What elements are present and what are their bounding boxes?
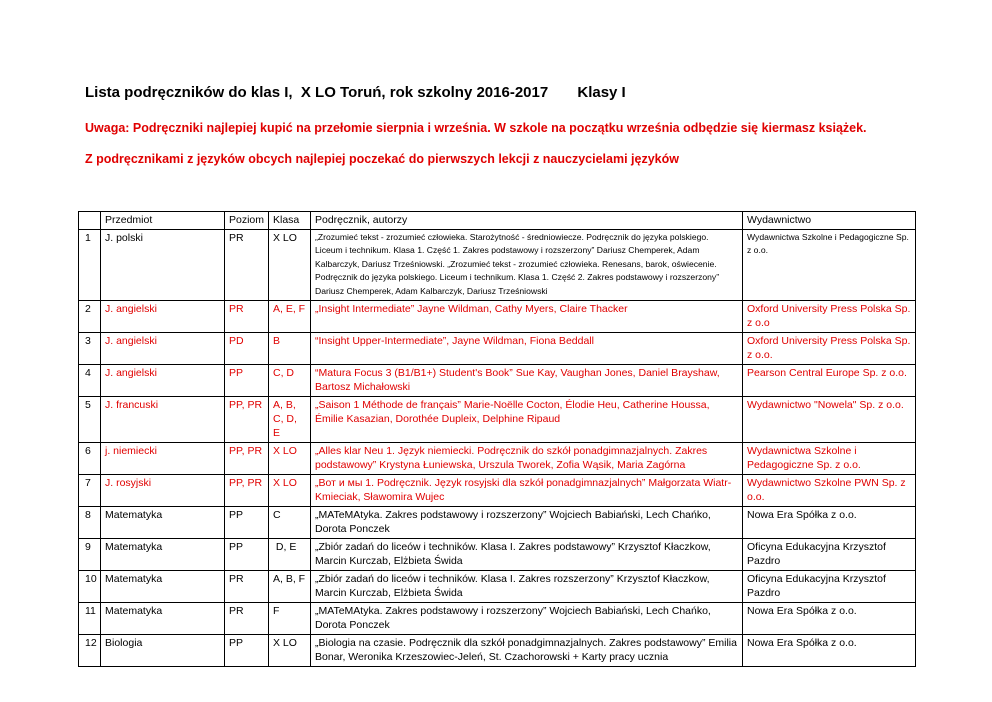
row-subject: J. francuski [101,397,225,443]
row-publisher: Oxford University Press Polska Sp. z o.o. [743,333,916,365]
row-no: 9 [79,539,101,571]
row-publisher: Pearson Central Europe Sp. z o.o. [743,365,916,397]
row-no: 8 [79,507,101,539]
row-publisher: Wydawnictwa Szkolne i Pedagogiczne Sp. z o.o. [743,230,916,301]
row-book: „Вот и мы 1. Podręcznik. Język rosyjski dla szkół ponadgimnazjalnych” Małgorzata Wiatr-Kmieciak, Sławomira Wujec [311,475,743,507]
row-class: A, B, F [269,571,311,603]
row-level: PP, PR [225,443,269,475]
row-publisher: Nowa Era Spółka z o.o. [743,635,916,667]
row-level: PP [225,365,269,397]
row-publisher: Oficyna Edukacyjna Krzysztof Pazdro [743,539,916,571]
row-subject: Matematyka [101,571,225,603]
row-subject: Matematyka [101,539,225,571]
table-row [79,475,916,507]
row-no: 5 [79,397,101,443]
header-no [79,212,101,230]
row-book: “Matura Focus 3 (B1/B1+) Student's Book” Sue Kay, Vaughan Jones, Daniel Brayshaw, Bartosz Michałowski [311,365,743,397]
row-book: „Zbiór zadań do liceów i techników. Klasa I. Zakres podstawowy” Krzysztof Kłaczkow, Marcin Kurczab, Elżbieta Świda [311,539,743,571]
row-no: 11 [79,603,101,635]
row-class: F [269,603,311,635]
row-book: „Saison 1 Méthode de français” Marie-Noëlle Cocton, Élodie Heu, Catherine Houssa, Émilie Kasazian, Dorothée Dupleix, Delphine Ripaud [311,397,743,443]
row-class: B [269,333,311,365]
table-row [79,603,916,635]
header-book: Podręcznik, autorzy [311,212,743,230]
row-book: „MATeMAtyka. Zakres podstawowy i rozszerzony” Wojciech Babiański, Lech Chańko, Dorota Ponczek [311,603,743,635]
row-level: PP [225,507,269,539]
row-book: “Insight Upper-Intermediate”, Jayne Wildman, Fiona Beddall [311,333,743,365]
header-subject: Przedmiot [101,212,225,230]
header-class: Klasa [269,212,311,230]
row-subject: J. angielski [101,301,225,333]
row-class: X LO [269,230,311,301]
row-publisher: Wydawnictwo "Nowela" Sp. z o.o. [743,397,916,443]
row-level: PR [225,230,269,301]
row-subject: J. angielski [101,333,225,365]
row-level: PP, PR [225,475,269,507]
row-class: X LO [269,635,311,667]
table-row [79,571,916,603]
row-subject: Biologia [101,635,225,667]
textbook-table [78,211,916,667]
row-no: 6 [79,443,101,475]
row-book: „Biologia na czasie. Podręcznik dla szkół ponadgimnazjalnych. Zakres podstawowy” Emilia Bonar, Weronika Krzeszowiec-Jeleń, St. Czachorowski + Karty pracy ucznia [311,635,743,667]
row-class: X LO [269,443,311,475]
row-no: 3 [79,333,101,365]
row-level: PP [225,635,269,667]
header-level: Poziom [225,212,269,230]
table-header-row [79,212,916,230]
table-row [79,365,916,397]
row-subject: J. rosyjski [101,475,225,507]
table-row [79,539,916,571]
note-languages: Z podręcznikami z języków obcych najlepiej poczekać do pierwszych lekcji z nauczycielami języków [85,152,679,166]
row-book: „MATeMAtyka. Zakres podstawowy i rozszerzony” Wojciech Babiański, Lech Chańko, Dorota Ponczek [311,507,743,539]
row-no: 4 [79,365,101,397]
row-publisher: Oxford University Press Polska Sp. z o.o [743,301,916,333]
row-subject: Matematyka [101,507,225,539]
table-row [79,635,916,667]
row-level: PR [225,571,269,603]
row-no: 2 [79,301,101,333]
row-class: C [269,507,311,539]
row-level: PR [225,603,269,635]
row-no: 7 [79,475,101,507]
table-row [79,333,916,365]
row-no: 10 [79,571,101,603]
row-publisher: Wydawnictwo Szkolne PWN Sp. z o.o. [743,475,916,507]
row-subject: J. polski [101,230,225,301]
row-publisher: Oficyna Edukacyjna Krzysztof Pazdro [743,571,916,603]
row-level: PD [225,333,269,365]
row-subject: J. angielski [101,365,225,397]
row-subject: Matematyka [101,603,225,635]
row-publisher: Nowa Era Spółka z o.o. [743,507,916,539]
table-row [79,443,916,475]
row-publisher: Wydawnictwa Szkolne i Pedagogiczne Sp. z o.o. [743,443,916,475]
row-publisher: Nowa Era Spółka z o.o. [743,603,916,635]
row-class: A, B, C, D, E [269,397,311,443]
row-class: X LO [269,475,311,507]
table-row [79,301,916,333]
header-publisher: Wydawnictwo [743,212,916,230]
row-no: 1 [79,230,101,301]
page-title: Lista podręczników do klas I, X LO Toruń, rok szkolny 2016-2017 Klasy I [85,84,626,101]
row-level: PR [225,301,269,333]
table-row [79,507,916,539]
row-book: „Zbiór zadań do liceów i techników. Klasa I. Zakres rozszerzony” Krzysztof Kłaczkow, Marcin Kurczab, Elżbieta Świda [311,571,743,603]
row-level: PP [225,539,269,571]
table-row [79,397,916,443]
row-class: C, D [269,365,311,397]
row-class: D, E [269,539,311,571]
row-level: PP, PR [225,397,269,443]
row-book: „Alles klar Neu 1. Język niemiecki. Podręcznik do szkół ponadgimnazjalnych. Zakres podstawowy” Krystyna Łuniewska, Urszula Tworek, Zofia Wąsik, Maria Zagórna [311,443,743,475]
row-class: A, E, F [269,301,311,333]
row-no: 12 [79,635,101,667]
table-row [79,230,916,301]
note-purchase: Uwaga: Podręczniki najlepiej kupić na przełomie sierpnia i września. W szkole na początku września odbędzie się kiermasz książek. [85,121,867,135]
row-subject: j. niemiecki [101,443,225,475]
row-book: „Insight Intermediate” Jayne Wildman, Cathy Myers, Claire Thacker [311,301,743,333]
row-book: „Zrozumieć tekst - zrozumieć człowieka. Starożytność - średniowiecze. Podręcznik do języka polskiego. Liceum i technikum. Klasa 1. Część 1. Zakres podstawowy i rozszerzony” Dariusz Chemperek, Adam Kalbarczyk, Dariusz Trześniowski. „Zrozumieć tekst - zrozumieć człowieka. Renesans, barok, oświecenie. Podręcznik do języka polskiego. Liceum i technikum. Klasa 1. Część 2. Zakres podstawowy i rozszerzony” Dariusz Chemperek, Adam Kalbarczyk, Dariusz Trześniowski [311,230,743,301]
